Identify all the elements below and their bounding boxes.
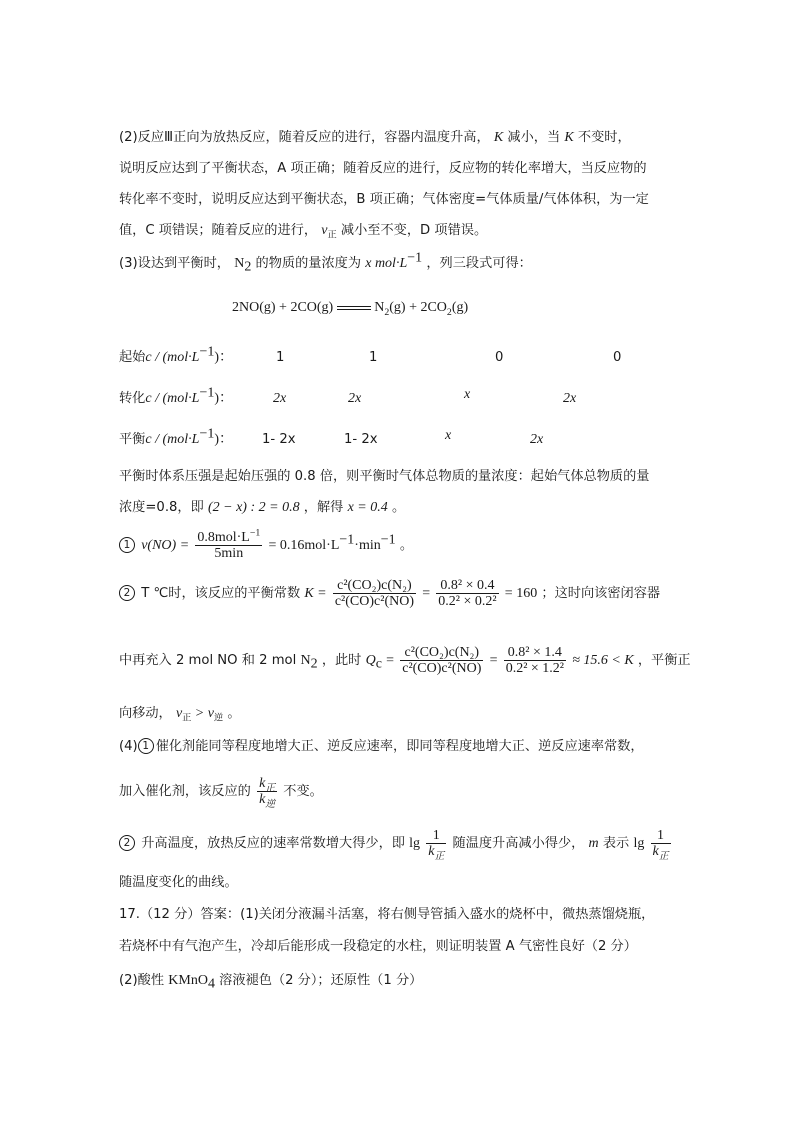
equilibrium-sign (337, 304, 371, 312)
p4-line2 (119, 774, 679, 810)
sup: −1 (199, 426, 215, 442)
denominator: c²(CO)c²(NO) (402, 660, 482, 676)
sub: 正 (434, 850, 445, 862)
q2-line2 (119, 643, 691, 679)
math-K: K (493, 130, 504, 145)
math: = 0.16mol·L (268, 538, 340, 553)
cell: 1- 2x (344, 432, 378, 447)
fraction (436, 578, 498, 609)
numerator: 1 (651, 828, 671, 844)
q2-line3 (119, 704, 679, 724)
sup: −1 (199, 344, 215, 360)
text: 浓度=0.8，即 (119, 500, 204, 515)
math: Q (365, 653, 376, 668)
math: lg (633, 836, 645, 851)
text: 减小至不变，D 项错误。 (340, 223, 488, 238)
text: k (259, 775, 266, 791)
math: K = (304, 586, 327, 601)
denominator: 5min (214, 545, 244, 561)
math: = (386, 653, 395, 668)
cell: 0 (613, 350, 622, 365)
sub: 2 (384, 306, 390, 318)
numerator: 1 (426, 828, 446, 844)
text: k (652, 843, 659, 859)
cell: 2x (530, 432, 544, 447)
text: 向移动， (119, 706, 172, 721)
cell: 1- 2x (262, 432, 296, 447)
sub: 4 (207, 976, 215, 992)
c-unit: c / (mol·L (145, 391, 200, 406)
sub: 逆 (265, 798, 276, 810)
eq-right: (g) (451, 300, 469, 315)
text: ，此时 (321, 653, 362, 668)
denominator: 0.2² × 0.2² (438, 593, 497, 609)
sub: c (375, 656, 382, 672)
text: 不变时， (577, 130, 631, 145)
text: 不变。 (283, 784, 323, 799)
eq-right: (g) + 2CO (389, 300, 447, 315)
sub: 2 (446, 306, 452, 318)
cell: 2x (563, 391, 577, 406)
sub-zheng: 正 (327, 229, 337, 241)
fraction (651, 827, 671, 862)
numerator (195, 526, 262, 546)
text: 加入催化剂，该反应的 (119, 784, 251, 799)
sup: −1 (249, 526, 261, 538)
p2-line1 (119, 128, 679, 148)
p4-line3 (119, 826, 679, 862)
sup: −1 (380, 532, 396, 548)
numerator: 0.8² × 1.4 (504, 645, 566, 661)
denominator: c²(CO)c²(NO) (334, 593, 414, 609)
fraction (426, 827, 446, 862)
text: 值，C 项错误；随着反应的进行， (119, 223, 318, 238)
text: 。 (399, 538, 414, 553)
math: > (195, 706, 204, 721)
q17-line2: 若烧杯中有气泡产生，冷却后能形成一段稳定的水柱，则证明装置 A 气密性良好（2 分） (119, 939, 637, 954)
sub: 逆 (213, 712, 224, 724)
c-unit: c / (mol·L (145, 432, 200, 447)
text: 催化剂能同等程度地增大正、逆反应速率，即同等程度地增大正、逆反应速率常数， (155, 739, 644, 754)
circled-number: 1 (138, 738, 154, 754)
text: ，解得 (303, 500, 344, 515)
math: m (588, 836, 599, 851)
numerator: c²(CO₂)c(N₂) (400, 645, 483, 661)
math: v (175, 706, 183, 721)
p2-line4 (119, 221, 679, 241)
p4-line1 (119, 737, 679, 757)
text: 表示 (602, 836, 630, 851)
cell: 2x (348, 391, 362, 406)
math: = (422, 586, 431, 601)
q17-line3 (119, 971, 679, 991)
text: ，平衡正 (637, 653, 691, 668)
q1-rate (119, 528, 679, 564)
eq-right: N (374, 300, 385, 315)
text: k (259, 791, 266, 807)
text: 随温度升高减小得少， (452, 836, 585, 851)
q17-line1: 17.（12 分）答案：(1)关闭分液漏斗活塞，将右侧导管插入盛水的烧杯中，微热蒸馏烧瓶， (119, 907, 655, 922)
math: N (300, 653, 311, 668)
fraction (333, 578, 416, 609)
row-label: 平衡 (119, 432, 146, 447)
p4-line4: 随温度变化的曲线。 (119, 875, 238, 890)
sub: 正 (658, 850, 669, 862)
numerator (257, 776, 277, 792)
eq-left: 2NO(g) + 2CO(g) (232, 300, 334, 315)
cell: 0 (495, 350, 504, 365)
p3-intro (119, 250, 679, 275)
row-label: 转化 (119, 391, 146, 406)
numerator: c²(CO₂)c(N₂) (333, 578, 416, 594)
denominator (257, 791, 277, 810)
math: (2 − x) : 2 = 0.8 (207, 500, 300, 515)
c-unit: )： (214, 350, 234, 365)
text: ；这时向该密闭容器 (541, 586, 661, 601)
p2-line3: 转化率不变时，说明反应达到平衡状态，B 项正确；气体密度=气体质量/气体体积，为一定 (119, 192, 649, 207)
math: = 160 (504, 586, 538, 601)
text: 。 (391, 500, 406, 515)
cell: 1 (276, 350, 285, 365)
text: 升高温度，放热反应的速率常数增大得少，即 (141, 836, 405, 851)
circled-number: 2 (119, 835, 135, 851)
p3-para1: 平衡时体系压强是起始压强的 0.8 倍，则平衡时气体总物质的量浓度：起始气体总物质的量 (119, 469, 650, 484)
fraction (504, 645, 566, 676)
circled-number: 1 (119, 537, 135, 553)
text: 。 (227, 706, 241, 721)
cell: x (445, 428, 452, 443)
row-label: 起始 (119, 350, 146, 365)
math: ·min (354, 538, 381, 553)
math-x-unit: x mol·L (365, 256, 408, 271)
q2-line1 (119, 576, 679, 612)
math: lg (409, 836, 421, 851)
row-equilibrium (119, 426, 679, 450)
math-v: v (321, 223, 328, 238)
math-N2: N (234, 256, 245, 271)
sub: 正 (265, 782, 276, 794)
math: KMnO (168, 973, 208, 988)
p3-para2 (119, 498, 679, 518)
p2-line2: 说明反应达到了平衡状态，A 项正确；随着反应的进行，反应物的转化率增大，当反应物的 (119, 161, 647, 176)
c-unit: )： (214, 391, 234, 406)
math: = (489, 653, 498, 668)
denominator (426, 843, 446, 862)
text: (2)反应Ⅲ正向为放热反应，随着反应的进行，容器内温度升高， (119, 130, 490, 145)
fraction (400, 645, 483, 676)
fraction (195, 526, 262, 561)
fraction (257, 775, 277, 810)
sup: −1 (199, 385, 215, 401)
text: 溶液褪色（2 分）；还原性（1 分） (219, 973, 423, 988)
cell: 2x (273, 391, 287, 406)
reaction-equation (232, 298, 792, 318)
numerator: 0.8² × 0.4 (436, 578, 498, 594)
c-unit: c / (mol·L (145, 350, 200, 365)
circled-number: 2 (119, 585, 135, 601)
row-initial (119, 344, 679, 368)
c-unit: )： (214, 432, 234, 447)
text: (2)酸性 (119, 973, 165, 988)
text: 中再充入 2 mol NO 和 2 mol (119, 653, 297, 668)
text: 减小，当 (507, 130, 561, 145)
sub: 正 (182, 712, 192, 724)
cell: x (464, 387, 471, 402)
text: (3)设达到平衡时， (119, 256, 230, 271)
row-change (119, 385, 679, 409)
sup: −1 (407, 250, 423, 266)
math: x = 0.4 (347, 500, 388, 515)
cell: 1 (369, 350, 378, 365)
math: v(NO) = (141, 538, 190, 553)
denominator (651, 843, 671, 862)
math: v (207, 706, 214, 721)
sub: 2 (310, 656, 318, 672)
sup: −1 (339, 532, 355, 548)
math: ≈ 15.6 < K (572, 653, 634, 668)
math-K: K (564, 130, 574, 145)
text: (4) (119, 739, 138, 754)
text: 的物质的量浓度为 (255, 256, 362, 271)
text: 0.8mol·L (197, 529, 250, 545)
sub: 2 (244, 259, 252, 275)
text: k (428, 843, 435, 859)
text: ，列三段式可得： (426, 256, 532, 271)
text: T ℃时，该反应的平衡常数 (141, 586, 301, 601)
denominator: 0.2² × 1.2² (505, 660, 564, 676)
